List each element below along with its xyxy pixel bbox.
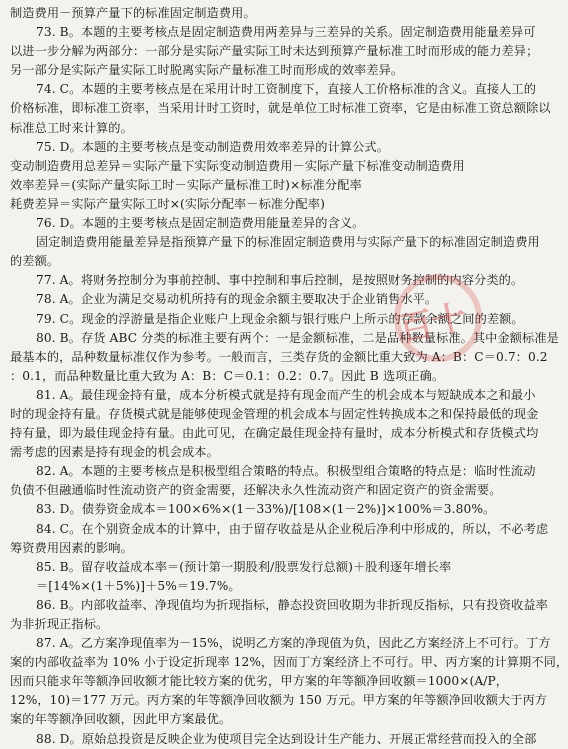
text-line: 75. D。本题的主要考核点是变动制造费用效率差异的计算公式。 <box>36 139 390 154</box>
text-line: 87. A。乙方案净现值率为－15%，说明乙方案的净现值为负，因此乙方案经济上不可行。丁方 <box>36 636 551 651</box>
text-line: 持有量，即为最佳现金持有量。由此可见，在确定最佳现金持有量时，成本分析模式和存货模式均 <box>10 426 539 441</box>
text-line: 案的年等额净回收额，因此甲方案最优。 <box>10 712 232 727</box>
text-line: 76. D。本题的主要考核点是固定制造费用能量差异的含义。 <box>36 216 365 231</box>
text-line: ：0.1，而品种数量比重大致为 A：B：C＝0.1：0.2：0.7。因此 B 选项正确。 <box>10 368 445 383</box>
text-line: 为非折现正指标。 <box>10 617 109 631</box>
text-line: 价格标准，即标准工资率，当采用计时工资时，就是单位工时标准工资率，它是由标准工资总额除以 <box>10 101 551 116</box>
watermark-text: 百十 <box>395 297 471 351</box>
text-line: 案的内部收益率为 10% 小于设定折现率 12%，因而丁方案经济上不可行。甲、丙方案的计算期不同， <box>10 655 568 670</box>
text-line: 制造费用－预算产量下的标准固定制造费用。 <box>10 6 256 20</box>
text-line: 79. C。现金的浮游量是指企业账户上现金余额与银行账户上所示的存款余额之间的差额。 <box>36 311 524 326</box>
text-line: 83. D。债券资金成本＝100×6%×(1－33%)/[108×(1－2%)]×100%＝3.80%。 <box>36 502 496 517</box>
text-line: 73. B。本题的主要考核点是固定制造费用两差异与三差异的关系。固定制造费用能量差异可 <box>36 25 536 40</box>
text-line: 效率差异＝(实际产量实际工时－实际产量标准工时)×标准分配率 <box>10 177 362 192</box>
text-line: 最基本的，品种数量标准仅作为参考。一般而言，三类存货的金额比重大致为 A：B：C＝0.7：0.2 <box>10 349 548 364</box>
text-line: 另一部分是实际产量实际工时脱离实际产量标准工时而形成的效率差异。 <box>10 63 404 78</box>
text-line: 82. A。本题的主要考核点是积极型组合策略的特点。积极型组合策略的特点是：临时性流动 <box>36 464 536 479</box>
text-line: 88. D。原始总投资是反映企业为使项目完全达到设计生产能力、开展正常经营而投入的全部 <box>36 731 537 746</box>
text-line: 负债不但融通临时性流动资产的资金需要，还解决永久性流动资产和固定资产的资金需要。 <box>10 483 502 498</box>
text-line: 时的现金持有量。存货模式就是能够使现金管理的机会成本与固定性转换成本之和保持最低的现金 <box>10 406 539 421</box>
text-line: 12%，10)＝177 万元。丙方案的年等额净回收额为 150 万元。甲方案的年等额净回收额大于丙方 <box>10 693 548 708</box>
text-line: 78. A。企业为满足交易动机所持有的现金余额主要取决于企业销售水平。 <box>36 292 438 307</box>
text-line: 标准总工时来计算的。 <box>10 120 133 135</box>
text-line: 变动制造费用总差异＝实际产量下实际变动制造费用－实际产量下标准变动制造费用 <box>10 158 465 173</box>
text-line: 因而只能求年等额净回收额才能比较方案的优劣，甲方案的年等额净回收额＝1000×(A/P， <box>10 674 509 689</box>
text-line: 需考虑的因素是持有现金的机会成本。 <box>10 445 219 460</box>
text-line: 86. B。内部收益率、净现值均为折现指标，静态投资回收期为非折现反指标，只有投资收益率 <box>36 597 548 612</box>
text-line: 84. C。在个别资金成本的计算中，由于留存收益是从企业税后净利中形成的，所以，不必考虑 <box>36 521 549 536</box>
text-line: 的差额。 <box>10 254 60 269</box>
text-line: ＝[14%×(1＋5%)]＋5%＝19.7%。 <box>36 578 241 593</box>
text-line: 77. A。将财务控制分为事前控制、事中控制和事后控制，是按照财务控制的内容分类的。 <box>36 273 524 288</box>
text-line: 固定制造费用能量差异是指预算产量下的标准固定制造费用与实际产量下的标准固定制造费用 <box>36 235 540 250</box>
text-line: 80. B。存货 ABC 分类的标准主要有两个：一是金额标准，二是品种数量标准。其中金额标准是 <box>36 330 559 345</box>
text-line: 以进一步分解为两部分：一部分是实际产量实际工时未达到预算产量标准工时而形成的能力差异； <box>10 44 539 59</box>
text-line: 85. B。留存收益成本率＝(预计第一期股利/股票发行总额)＋股利逐年增长率 <box>36 559 452 574</box>
text-line: 耗费差异＝实际产量实际工时×(实际分配率－标准分配率) <box>10 196 325 211</box>
text-line: 74. C。本题的主要考核点是在采用计时工资制度下，直接人工价格标准的含义。直接人工的 <box>36 82 537 97</box>
text-line: 筹资费用因素的影响。 <box>10 540 133 555</box>
text-line: 81. A。最佳现金持有量，成本分析模式就是持有现金而产生的机会成本与短缺成本之和最小 <box>36 387 536 402</box>
